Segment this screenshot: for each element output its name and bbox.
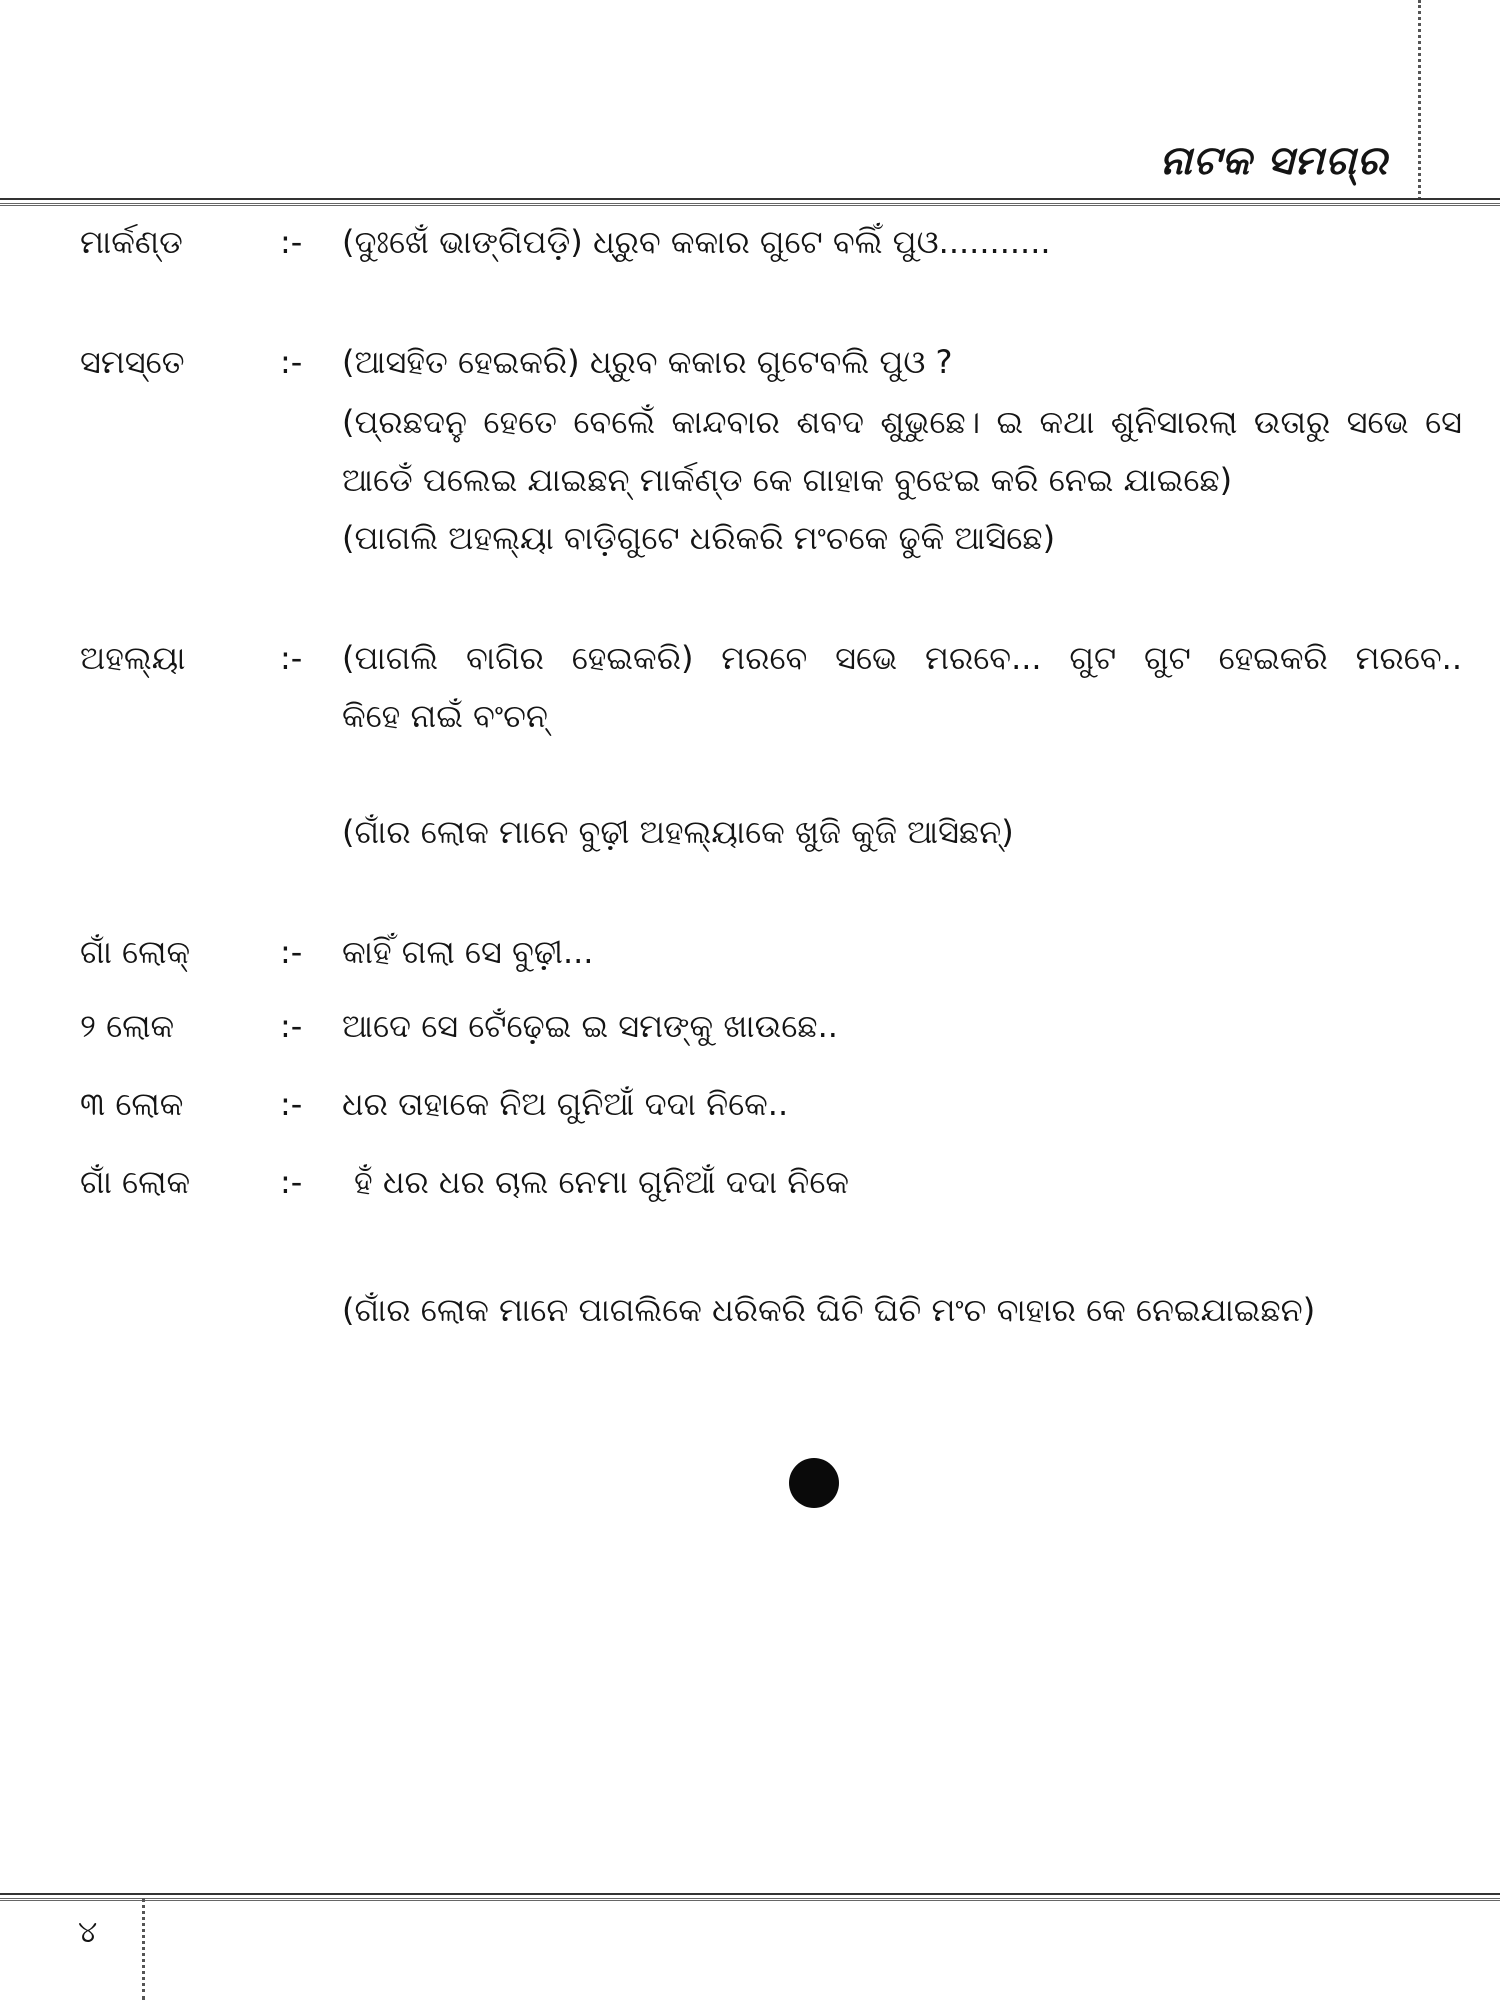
stage-direction: (ଗାଁର ଲୋକ ମାନେ ପାଗଲିକେ ଧରିକରି ଘିଚି ଘିଚି ମଂଚ ବାହାର କେ ନେଇଯାଇଛନ) [342,1291,1316,1329]
dialogue-line: କାହିଁ ଗଲା ସେ ବୁଢ଼ୀ... [342,933,594,971]
speaker-name: ୩ ଲୋକ [80,1085,184,1123]
stage-direction-line: (ପ୍ରଛଦନୁ ହେତେ ବେଲେଁ କାନ୍ଦବାର ଶବଦ ଶୁଭୁଛେ। ଇ କଥା ଶୁନିସାରଲା ଉତାରୁ ସଭେ ସେ [342,403,1462,441]
dialogue-line: ଆଦେ ସେ ଟେଁଢ଼େଇ ଇ ସମଙ୍କୁ ଖାଉଛେ.. [342,1007,838,1045]
speaker-separator: :- [280,1007,303,1045]
dialogue-line: କିହେ ନାଇଁ ବଂଚନ୍ [342,697,548,735]
header-rule [0,198,1500,206]
speaker-separator: :- [280,933,303,971]
dialogue-line: (ଆସହିତ ହେଇକରି) ଧ୍ରୁବ କକାର ଗୁଟେବଲି ପୁଓ ? [342,343,953,381]
speaker-name: ଅହଲ୍ୟା [80,639,186,677]
speaker-name: ସମସ୍ତେ [80,343,185,381]
stage-direction-line: (ପାଗଲି ଅହଲ୍ୟା ବାଡ଼ିଗୁଟେ ଧରିକରି ମଂଚକେ ଢୁକି ଆସିଛେ) [342,519,1056,557]
stage-direction: (ଗାଁର ଲୋକ ମାନେ ବୁଢ଼ୀ ଅହଲ୍ୟାକେ ଖୁଜି କୁଜି ଆସିଛନ୍) [342,813,1014,851]
footer-rule [0,1893,1500,1901]
margin-dots-bottom [142,1898,145,2000]
running-header-title: ନାଟକ ସମଗ୍ର [1159,138,1388,184]
speaker-name: ମାର୍କଣ୍ଡ [80,223,183,261]
speaker-name: ଗାଁ ଲୋକ [80,1163,191,1201]
dialogue-line: ହଁ ଧର ଧର ଚାଲ ନେମା ଗୁନିଆଁ ଦଦା ନିକେ [354,1163,850,1201]
speaker-separator: :- [280,223,303,261]
end-of-scene-dot [789,1458,839,1508]
speaker-name: ୨ ଲୋକ [80,1007,175,1045]
stage-direction-line: ଆଡେଁ ପଲେଇ ଯାଇଛନ୍ ମାର୍କଣ୍ଡ କେ ଗାହାକ ବୁଝେଇ କରି ନେଇ ଯାଇଛେ) [342,461,1233,499]
dialogue-line: (ପାଗଲି ବାଗିର ହେଇକରି) ମରବେ ସଭେ ମରବେ... ଗୁଟ ଗୁଟ ହେଇକରି ମରବେ.. [342,639,1462,677]
speaker-separator: :- [280,1085,303,1123]
dialogue-line: ଧର ତାହାକେ ନିଅ ଗୁନିଆଁ ଦଦା ନିକେ.. [342,1085,789,1123]
speaker-name: ଗାଁ ଲୋକ୍ [80,933,191,971]
page-number: ୪ [78,1915,98,1950]
dialogue-line: (ଦୁଃଖେଁ ଭାଙ୍ଗିପଡ଼ି) ଧ୍ରୁବ କକାର ଗୁଟେ ବଲିଁ ପୁଓ........... [342,223,1051,261]
margin-dots-top [1418,0,1421,200]
speaker-separator: :- [280,639,303,677]
speaker-separator: :- [280,1163,303,1201]
speaker-separator: :- [280,343,303,381]
